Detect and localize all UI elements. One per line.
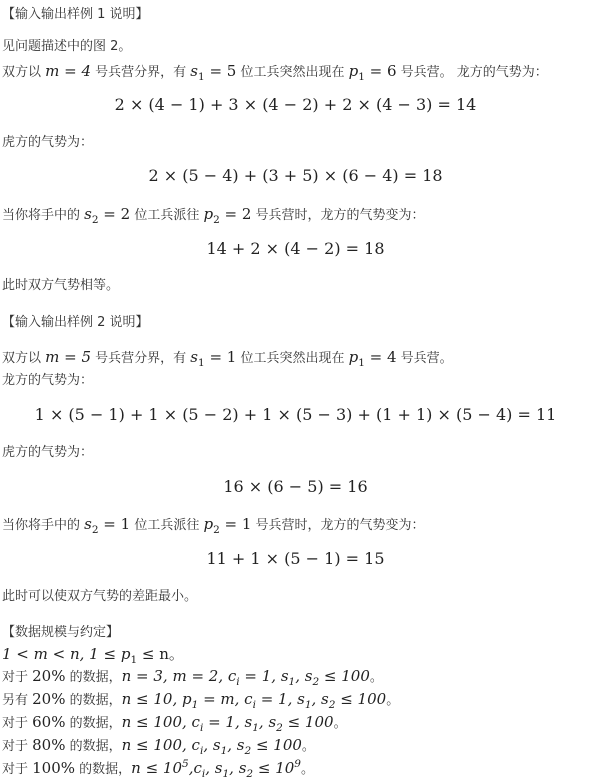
constraint-math: , s — [203, 736, 221, 754]
sample2-conclusion: 此时可以使双方气势的差距最小。 — [2, 589, 198, 604]
constraint-math: n ≤ 10, p — [121, 690, 192, 708]
subscript: 1 — [220, 745, 228, 757]
subscript: 1 — [304, 699, 312, 711]
percent-value: 20% — [32, 690, 66, 708]
subscript: 1 — [130, 654, 138, 666]
sample1-new-formula: 14 + 2 × (4 − 2) = 18 — [206, 239, 385, 258]
setup-text: 号兵营。 — [396, 351, 453, 366]
constraint-math: , s — [205, 759, 223, 777]
subscript: i — [201, 768, 206, 780]
constraint-math: ≤ n。 — [137, 645, 184, 663]
s2-symbol: s — [84, 515, 92, 533]
setup-text: 位工兵突然出现在 — [236, 65, 349, 80]
p1-subscript: 1 — [358, 357, 365, 369]
constraint-text: 的数据， — [75, 762, 132, 777]
constraint-math: , s — [295, 667, 313, 685]
sample1-tiger-label: 虎方的气势为： — [2, 135, 94, 150]
setup-text: 号兵营。 龙方的气势为： — [396, 65, 548, 80]
send-text: 位工兵派往 — [130, 518, 204, 533]
constraint-text: 另有 — [2, 693, 33, 708]
constraint-math: n = 3, m = 2, c — [121, 667, 237, 685]
setup-text: 号兵营分界，有 — [91, 351, 191, 366]
percent-value: 20% — [32, 667, 66, 685]
s2-value: = 1 — [98, 515, 131, 533]
p2-subscript: 2 — [213, 524, 220, 536]
send-text: 当你将手中的 — [2, 518, 85, 533]
sample1-dragon-formula: 2 × (4 − 1) + 3 × (4 − 2) + 2 × (4 − 3) = 14 — [114, 95, 477, 114]
constraint-text: 。 — [333, 716, 347, 731]
s2-symbol: s — [84, 205, 92, 223]
constraint-text: 。 — [369, 670, 383, 685]
constraint-text: 的数据， — [65, 693, 122, 708]
sample2-dragon-formula: 1 × (5 − 1) + 1 × (5 − 2) + 1 × (5 − 3) + (1 + 1) × (5 − 4) = 11 — [34, 405, 557, 424]
s2-subscript: 2 — [91, 524, 99, 536]
constraint-math: , s — [227, 736, 245, 754]
constraint-100pct — [2, 758, 314, 780]
setup-text: 位工兵突然出现在 — [236, 351, 349, 366]
constraint-60pct — [2, 713, 347, 734]
m-value: m = 4 — [45, 62, 92, 80]
setup-text: 双方以 — [2, 351, 46, 366]
p2-symbol: p — [203, 205, 214, 223]
constraints-heading: 【数据规模与约定】 — [2, 625, 120, 640]
subscript: 2 — [312, 676, 320, 688]
s1-symbol: s — [190, 62, 198, 80]
constraint-math: , s — [229, 759, 247, 777]
setup-text: 号兵营分界，有 — [91, 65, 191, 80]
constraint-math: , s — [258, 713, 277, 731]
constraint-text: 对于 — [2, 762, 33, 777]
constraint-math: = 1, s — [255, 690, 305, 708]
sample2-tiger-formula: 16 × (6 − 5) = 16 — [223, 477, 368, 496]
percent-value: 80% — [32, 736, 66, 754]
constraint-math: ,c — [188, 759, 202, 777]
subscript: 2 — [328, 699, 336, 711]
constraint-80pct — [2, 736, 315, 757]
constraint-text: 的数据， — [65, 739, 122, 754]
constraint-text: 的数据， — [65, 670, 122, 685]
constraint-math: = m, c — [198, 690, 253, 708]
send-text: 位工兵派往 — [130, 208, 204, 223]
constraint-math: 1 < m < n, 1 ≤ p — [2, 645, 131, 663]
constraint-math: ≤ 100 — [319, 667, 370, 685]
s2-subscript: 2 — [91, 214, 99, 226]
send-text: 号兵营时，龙方的气势变为： — [251, 208, 425, 223]
constraint-text: 对于 — [2, 739, 33, 754]
p2-subscript: 2 — [213, 214, 220, 226]
sample1-conclusion: 此时双方气势相等。 — [2, 278, 120, 293]
constraint-math: = 1, s — [203, 713, 253, 731]
p2-value: = 1 — [219, 515, 252, 533]
constraint-math: ≤ 10 — [253, 759, 295, 777]
s1-value: = 5 — [204, 62, 237, 80]
p2-value: = 2 — [219, 205, 252, 223]
subscript: 2 — [276, 722, 283, 734]
constraint-math: ≤ 100 — [251, 736, 302, 754]
constraint-math: = 1, s — [239, 667, 289, 685]
constraint-math: n ≤ 100, c — [121, 713, 200, 731]
percent-value: 60% — [32, 713, 66, 731]
sample1-send-line — [2, 205, 425, 226]
s1-subscript: 1 — [197, 357, 205, 369]
sample2-setup-line — [2, 348, 453, 369]
s1-symbol: s — [190, 348, 198, 366]
subscript: i — [252, 699, 256, 711]
p1-value: = 6 — [364, 62, 397, 80]
p1-subscript: 1 — [358, 71, 365, 83]
constraint-text: 。 — [386, 693, 400, 708]
constraint-math: ≤ 100 — [282, 713, 334, 731]
constraint-text: 对于 — [2, 670, 33, 685]
constraint-general — [2, 645, 184, 666]
sample1-tiger-formula: 2 × (5 − 4) + (3 + 5) × (6 − 4) = 18 — [148, 166, 443, 185]
constraint-text: 。 — [300, 762, 314, 777]
p1-symbol: p — [348, 62, 359, 80]
subscript: i — [199, 722, 204, 734]
superscript: 9 — [294, 758, 301, 770]
constraint-math: ≤ 100 — [335, 690, 387, 708]
m-value: m = 5 — [45, 348, 92, 366]
p1-value: = 4 — [364, 348, 397, 366]
sample2-dragon-label: 龙方的气势为： — [2, 373, 94, 388]
constraint-20pct-b — [2, 690, 400, 711]
subscript: 1 — [288, 676, 296, 688]
subscript: 1 — [222, 768, 230, 780]
sample2-tiger-label: 虎方的气势为： — [2, 445, 94, 460]
subscript: 2 — [246, 768, 254, 780]
s1-value: = 1 — [204, 348, 237, 366]
constraint-20pct-a — [2, 667, 383, 688]
constraint-text: 。 — [301, 739, 315, 754]
subscript: i — [236, 676, 240, 688]
sample2-send-line — [2, 515, 425, 536]
subscript: i — [199, 745, 204, 757]
constraint-math: n ≤ 100, c — [121, 736, 200, 754]
percent-value: 100% — [32, 759, 76, 777]
sample2-heading: 【输入输出样例 2 说明】 — [2, 315, 149, 330]
setup-text: 双方以 — [2, 65, 46, 80]
s1-subscript: 1 — [197, 71, 205, 83]
p2-symbol: p — [203, 515, 214, 533]
constraint-math: n ≤ 10 — [131, 759, 183, 777]
subscript: 1 — [191, 699, 199, 711]
subscript: 1 — [252, 722, 259, 734]
see-figure-text: 见问题描述中的图 2。 — [2, 39, 132, 54]
superscript: 5 — [182, 758, 189, 770]
send-text: 号兵营时，龙方的气势变为： — [251, 518, 425, 533]
constraint-text: 对于 — [2, 716, 33, 731]
sample1-heading: 【输入输出样例 1 说明】 — [2, 7, 149, 22]
sample2-new-formula: 11 + 1 × (5 − 1) = 15 — [206, 549, 385, 568]
p1-symbol: p — [348, 348, 359, 366]
sample1-setup-line — [2, 62, 548, 83]
constraint-text: 的数据， — [65, 716, 122, 731]
s2-value: = 2 — [98, 205, 131, 223]
subscript: 2 — [244, 745, 252, 757]
send-text: 当你将手中的 — [2, 208, 85, 223]
constraint-math: , s — [311, 690, 329, 708]
